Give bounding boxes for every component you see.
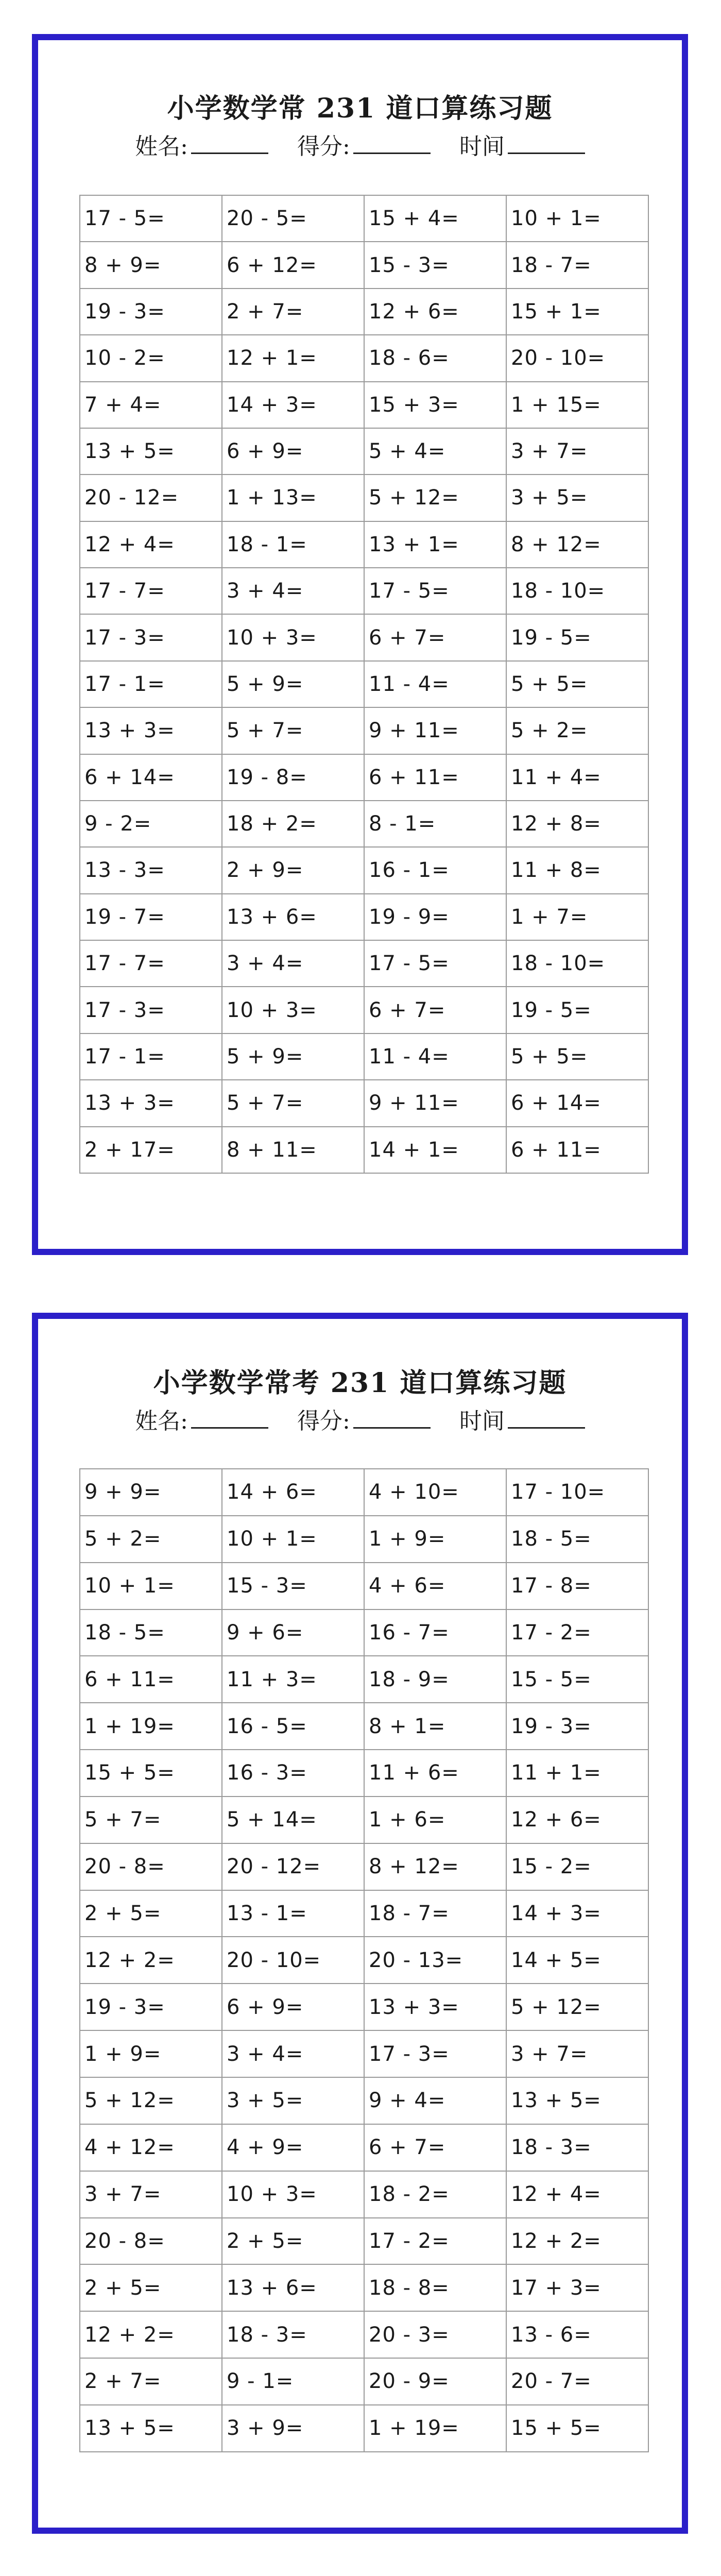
problem-cell: 10 + 3=: [222, 2171, 364, 2218]
problem-cell: 14 + 5=: [506, 1937, 648, 1984]
problem-cell: 13 - 1=: [222, 1890, 364, 1937]
problem-cell: 12 + 2=: [80, 2311, 222, 2358]
problem-cell: 6 + 7=: [364, 987, 506, 1033]
name-label: 姓名:: [135, 133, 188, 160]
problem-cell: 3 + 9=: [222, 2405, 364, 2452]
name-blank[interactable]: [191, 1427, 268, 1429]
student-info-line: [38, 1402, 682, 1435]
problem-cell: 20 - 8=: [80, 1843, 222, 1890]
problem-cell: 5 + 12=: [364, 474, 506, 521]
table-row: [80, 2358, 648, 2405]
problem-cell: 3 + 7=: [80, 2171, 222, 2218]
problem-cell: 19 - 5=: [506, 987, 648, 1033]
problem-cell: 4 + 6=: [364, 1563, 506, 1609]
problem-cell: 2 + 7=: [80, 2358, 222, 2405]
student-info-line: [38, 128, 682, 161]
problem-cell: 6 + 11=: [364, 754, 506, 801]
problem-cell: 19 - 5=: [506, 614, 648, 660]
problem-cell: 17 - 1=: [80, 1033, 222, 1080]
table-row: [80, 1797, 648, 1843]
table-row: [80, 847, 648, 893]
problem-cell: 20 - 10=: [506, 335, 648, 381]
table-row: [80, 801, 648, 847]
problem-cell: 5 + 2=: [80, 1516, 222, 1563]
problem-cell: 18 - 3=: [222, 2311, 364, 2358]
problem-cell: 17 - 7=: [80, 940, 222, 987]
problem-cell: 6 + 9=: [222, 1984, 364, 2030]
problem-cell: 15 - 2=: [506, 1843, 648, 1890]
problem-cell: 15 + 4=: [364, 195, 506, 242]
problem-cell: 12 + 1=: [222, 335, 364, 381]
problem-cell: 3 + 4=: [222, 940, 364, 987]
table-row: [80, 1563, 648, 1609]
table-row: [80, 289, 648, 335]
problem-cell: 17 + 3=: [506, 2264, 648, 2311]
problem-cell: 1 + 15=: [506, 382, 648, 428]
problem-cell: 11 + 1=: [506, 1750, 648, 1797]
problem-cell: 20 - 13=: [364, 1937, 506, 1984]
problem-cell: 10 + 3=: [222, 614, 364, 660]
problem-cell: 18 - 9=: [364, 1656, 506, 1703]
name-label: 姓名:: [135, 1408, 188, 1434]
table-row: [80, 894, 648, 940]
problem-cell: 13 + 1=: [364, 521, 506, 568]
problem-cell: 12 + 4=: [506, 2171, 648, 2218]
problem-cell: 13 + 5=: [80, 428, 222, 474]
problem-cell: 3 + 4=: [222, 568, 364, 614]
problem-cell: 11 - 4=: [364, 661, 506, 707]
problem-cell: 11 + 3=: [222, 1656, 364, 1703]
problem-cell: 18 + 2=: [222, 801, 364, 847]
problem-cell: 13 + 5=: [80, 2405, 222, 2452]
problem-cell: 13 + 5=: [506, 2077, 648, 2124]
problem-cell: 3 + 4=: [222, 2030, 364, 2077]
problem-cell: 12 + 6=: [364, 289, 506, 335]
problem-cell: 9 + 6=: [222, 1609, 364, 1656]
problem-cell: 13 - 6=: [506, 2311, 648, 2358]
problem-cell: 18 - 7=: [364, 1890, 506, 1937]
problem-cell: 5 + 9=: [222, 661, 364, 707]
problem-cell: 16 - 3=: [222, 1750, 364, 1797]
problem-cell: 6 + 11=: [80, 1656, 222, 1703]
table-row: [80, 2405, 648, 2452]
problem-cell: 9 + 4=: [364, 2077, 506, 2124]
table-row: [80, 521, 648, 568]
score-label: 得分:: [297, 1408, 350, 1434]
problem-cell: 3 + 7=: [506, 2030, 648, 2077]
table-row: [80, 1127, 648, 1174]
problem-cell: 13 + 3=: [80, 707, 222, 754]
problem-cell: 5 + 12=: [506, 1984, 648, 2030]
problem-cell: 18 - 2=: [364, 2171, 506, 2218]
table-row: [80, 1937, 648, 1984]
problem-cell: 6 + 9=: [222, 428, 364, 474]
problem-cell: 5 + 2=: [506, 707, 648, 754]
problem-cell: 2 + 5=: [80, 2264, 222, 2311]
problem-table: [79, 1468, 649, 2452]
problem-cell: 17 - 3=: [364, 2030, 506, 2077]
worksheet-title: 小学数学常考 231 道口算练习题: [153, 1367, 567, 1399]
problem-cell: 8 + 12=: [364, 1843, 506, 1890]
problem-cell: 20 - 10=: [222, 1937, 364, 1984]
problem-cell: 1 + 9=: [364, 1516, 506, 1563]
problem-cell: 17 - 8=: [506, 1563, 648, 1609]
table-row: [80, 1656, 648, 1703]
problem-cell: 6 + 12=: [222, 242, 364, 288]
problem-cell: 12 + 2=: [506, 2218, 648, 2265]
problem-cell: 15 + 5=: [80, 1750, 222, 1797]
problem-cell: 5 + 12=: [80, 2077, 222, 2124]
problem-cell: 20 - 12=: [80, 474, 222, 521]
problem-cell: 8 + 11=: [222, 1127, 364, 1174]
problem-cell: 19 - 8=: [222, 754, 364, 801]
table-row: [80, 2124, 648, 2171]
problem-cell: 14 + 1=: [364, 1127, 506, 1174]
table-row: [80, 661, 648, 707]
table-row: [80, 242, 648, 288]
problem-cell: 15 - 3=: [364, 242, 506, 288]
problem-cell: 8 + 1=: [364, 1703, 506, 1750]
table-row: [80, 1516, 648, 1563]
table-row: [80, 1033, 648, 1080]
table-row: [80, 2030, 648, 2077]
problem-cell: 5 + 7=: [222, 707, 364, 754]
problem-cell: 19 - 3=: [506, 1703, 648, 1750]
problem-cell: 17 - 3=: [80, 614, 222, 660]
problem-cell: 12 + 2=: [80, 1937, 222, 1984]
problem-cell: 2 + 7=: [222, 289, 364, 335]
problem-cell: 2 + 5=: [80, 1890, 222, 1937]
problem-cell: 18 - 7=: [506, 242, 648, 288]
time-blank[interactable]: [508, 152, 585, 154]
table-row: [80, 428, 648, 474]
problem-cell: 6 + 7=: [364, 614, 506, 660]
problem-cell: 6 + 7=: [364, 2124, 506, 2171]
problem-cell: 17 - 3=: [80, 987, 222, 1033]
time-label: 时间: [459, 1408, 505, 1434]
problem-cell: 5 + 9=: [222, 1033, 364, 1080]
problem-cell: 3 + 5=: [222, 2077, 364, 2124]
problem-cell: 20 - 12=: [222, 1843, 364, 1890]
problem-cell: 13 + 6=: [222, 894, 364, 940]
problem-cell: 20 - 9=: [364, 2358, 506, 2405]
problem-cell: 17 - 5=: [364, 940, 506, 987]
problem-cell: 3 + 7=: [506, 428, 648, 474]
problem-cell: 9 - 1=: [222, 2358, 364, 2405]
problem-cell: 8 + 12=: [506, 521, 648, 568]
problem-cell: 18 - 10=: [506, 568, 648, 614]
problem-cell: 5 + 7=: [222, 1080, 364, 1126]
table-row: [80, 195, 648, 242]
problem-cell: 17 - 5=: [80, 195, 222, 242]
problem-cell: 9 + 11=: [364, 707, 506, 754]
problem-cell: 5 + 14=: [222, 1797, 364, 1843]
problem-cell: 6 + 14=: [80, 754, 222, 801]
table-row: [80, 1984, 648, 2030]
table-row: [80, 1080, 648, 1126]
problem-cell: 18 - 10=: [506, 940, 648, 987]
score-blank[interactable]: [353, 152, 431, 154]
problem-cell: 20 - 7=: [506, 2358, 648, 2405]
problem-cell: 11 + 8=: [506, 847, 648, 893]
table-row: [80, 1703, 648, 1750]
table-row: [80, 2171, 648, 2218]
problem-cell: 18 - 8=: [364, 2264, 506, 2311]
problem-cell: 10 + 1=: [506, 195, 648, 242]
problem-cell: 17 - 1=: [80, 661, 222, 707]
problem-cell: 7 + 4=: [80, 382, 222, 428]
problem-cell: 13 + 3=: [364, 1984, 506, 2030]
problem-cell: 16 - 7=: [364, 1609, 506, 1656]
problem-cell: 9 + 11=: [364, 1080, 506, 1126]
problem-cell: 17 - 2=: [364, 2218, 506, 2265]
problem-cell: 14 + 3=: [506, 1890, 648, 1937]
problem-cell: 10 + 3=: [222, 987, 364, 1033]
name-blank[interactable]: [191, 152, 268, 154]
table-row: [80, 2311, 648, 2358]
problem-cell: 1 + 19=: [364, 2405, 506, 2452]
table-row: [80, 382, 648, 428]
problem-cell: 19 - 3=: [80, 289, 222, 335]
problem-cell: 10 - 2=: [80, 335, 222, 381]
problem-cell: 6 + 11=: [506, 1127, 648, 1174]
table-row: [80, 2264, 648, 2311]
table-row: [80, 614, 648, 660]
problem-cell: 18 - 5=: [506, 1516, 648, 1563]
table-row: [80, 707, 648, 754]
problem-cell: 15 - 5=: [506, 1656, 648, 1703]
problem-cell: 2 + 5=: [222, 2218, 364, 2265]
problem-cell: 16 - 1=: [364, 847, 506, 893]
problem-cell: 15 + 5=: [506, 2405, 648, 2452]
table-row: [80, 940, 648, 987]
problem-cell: 2 + 17=: [80, 1127, 222, 1174]
problem-cell: 4 + 9=: [222, 2124, 364, 2171]
problem-cell: 11 + 6=: [364, 1750, 506, 1797]
problem-cell: 19 - 9=: [364, 894, 506, 940]
problem-cell: 20 - 8=: [80, 2218, 222, 2265]
problem-cell: 16 - 5=: [222, 1703, 364, 1750]
problem-cell: 3 + 5=: [506, 474, 648, 521]
problem-cell: 14 + 6=: [222, 1469, 364, 1516]
problem-cell: 1 + 7=: [506, 894, 648, 940]
worksheet-2: [32, 1313, 688, 2534]
problem-cell: 12 + 6=: [506, 1797, 648, 1843]
table-row: [80, 1469, 648, 1516]
worksheet-title: 小学数学常 231 道口算练习题: [167, 93, 553, 124]
problem-cell: 12 + 4=: [80, 521, 222, 568]
worksheet-1: [32, 34, 688, 1255]
problem-cell: 11 + 4=: [506, 754, 648, 801]
table-row: [80, 474, 648, 521]
problem-cell: 14 + 3=: [222, 382, 364, 428]
problem-cell: 8 - 1=: [364, 801, 506, 847]
time-blank[interactable]: [508, 1427, 585, 1429]
table-row: [80, 754, 648, 801]
problem-cell: 11 - 4=: [364, 1033, 506, 1080]
problem-cell: 17 - 2=: [506, 1609, 648, 1656]
problem-cell: 4 + 12=: [80, 2124, 222, 2171]
problem-cell: 1 + 6=: [364, 1797, 506, 1843]
problem-cell: 17 - 10=: [506, 1469, 648, 1516]
problem-cell: 5 + 5=: [506, 661, 648, 707]
problem-cell: 15 + 1=: [506, 289, 648, 335]
problem-cell: 5 + 7=: [80, 1797, 222, 1843]
problem-cell: 19 - 7=: [80, 894, 222, 940]
problem-cell: 9 - 2=: [80, 801, 222, 847]
problem-cell: 12 + 8=: [506, 801, 648, 847]
problem-cell: 17 - 7=: [80, 568, 222, 614]
problem-cell: 19 - 3=: [80, 1984, 222, 2030]
problem-cell: 2 + 9=: [222, 847, 364, 893]
time-label: 时间: [459, 133, 505, 160]
problem-cell: 1 + 13=: [222, 474, 364, 521]
problem-cell: 18 - 1=: [222, 521, 364, 568]
problem-cell: 20 - 5=: [222, 195, 364, 242]
table-row: [80, 2077, 648, 2124]
score-blank[interactable]: [353, 1427, 431, 1429]
problem-cell: 18 - 5=: [80, 1609, 222, 1656]
problem-cell: 5 + 5=: [506, 1033, 648, 1080]
problem-cell: 1 + 19=: [80, 1703, 222, 1750]
problem-cell: 4 + 10=: [364, 1469, 506, 1516]
score-label: 得分:: [297, 133, 350, 160]
problem-cell: 10 + 1=: [80, 1563, 222, 1609]
problem-cell: 15 - 3=: [222, 1563, 364, 1609]
table-row: [80, 1750, 648, 1797]
table-row: [80, 1890, 648, 1937]
problem-table: [79, 195, 649, 1174]
table-row: [80, 1609, 648, 1656]
problem-cell: 10 + 1=: [222, 1516, 364, 1563]
table-row: [80, 1843, 648, 1890]
problem-cell: 18 - 3=: [506, 2124, 648, 2171]
problem-cell: 9 + 9=: [80, 1469, 222, 1516]
problem-cell: 17 - 5=: [364, 568, 506, 614]
problem-cell: 13 - 3=: [80, 847, 222, 893]
table-row: [80, 568, 648, 614]
problem-cell: 13 + 6=: [222, 2264, 364, 2311]
problem-cell: 6 + 14=: [506, 1080, 648, 1126]
problem-cell: 18 - 6=: [364, 335, 506, 381]
table-row: [80, 335, 648, 381]
problem-cell: 1 + 9=: [80, 2030, 222, 2077]
problem-cell: 13 + 3=: [80, 1080, 222, 1126]
problem-cell: 8 + 9=: [80, 242, 222, 288]
problem-cell: 15 + 3=: [364, 382, 506, 428]
table-row: [80, 2218, 648, 2265]
problem-cell: 5 + 4=: [364, 428, 506, 474]
problem-cell: 20 - 3=: [364, 2311, 506, 2358]
table-row: [80, 987, 648, 1033]
